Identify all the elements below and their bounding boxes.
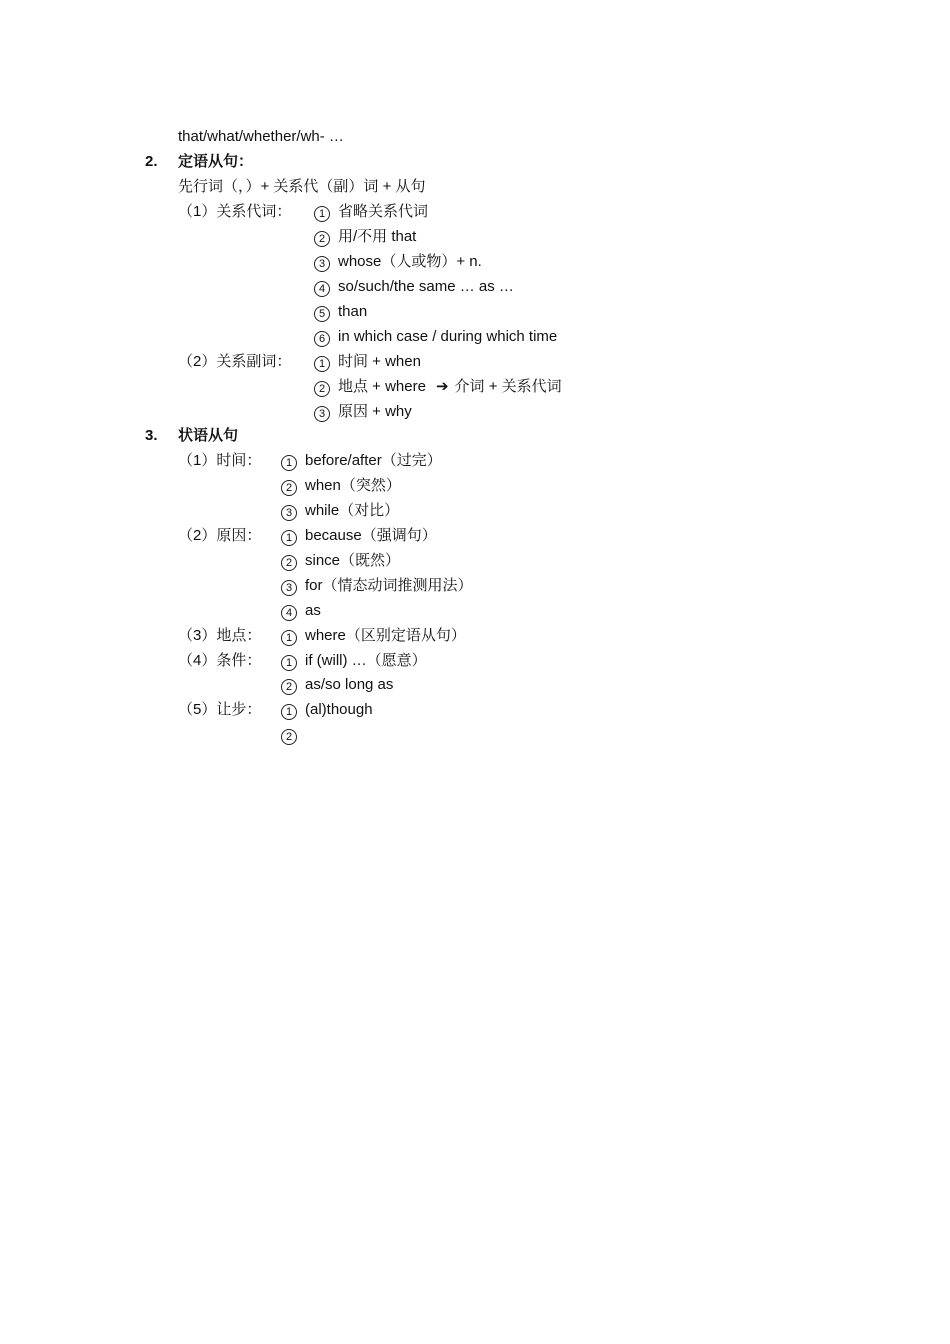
list-item xyxy=(281,598,321,623)
item-text: 省略关系代词 xyxy=(338,203,429,220)
circled-number: 1 xyxy=(281,630,297,646)
list-item xyxy=(281,548,400,573)
item-text: 原因 + why xyxy=(338,403,412,420)
circled-number: 1 xyxy=(281,530,297,546)
list-item xyxy=(281,722,305,747)
list-item xyxy=(314,274,514,299)
circled-number: 2 xyxy=(281,555,297,571)
list-item xyxy=(314,374,562,399)
formula-text: 先行词（，）+ 关系代（副）词 + 从句 xyxy=(178,178,426,195)
list-item xyxy=(281,648,427,673)
circled-number: 5 xyxy=(314,306,330,322)
list-item xyxy=(314,199,428,224)
list-item xyxy=(314,249,482,274)
circled-number: 2 xyxy=(281,480,297,496)
intro-text: that/what/whether/wh- … xyxy=(178,128,344,145)
circled-number: 3 xyxy=(281,580,297,596)
time-label: （1）时间： xyxy=(178,452,262,469)
list-item xyxy=(314,324,557,349)
item-text: as xyxy=(305,602,321,619)
condition-label: （4）条件： xyxy=(178,652,262,669)
concession-label: （5）让步： xyxy=(178,701,262,718)
circled-number: 4 xyxy=(314,281,330,297)
list-item xyxy=(314,299,367,324)
item-text: when（突然） xyxy=(305,477,401,494)
list-item xyxy=(281,473,401,498)
circled-number: 4 xyxy=(281,605,297,621)
section-title: 状语从句 xyxy=(178,427,239,444)
circled-number: 3 xyxy=(314,406,330,422)
item-text: 时间 + when xyxy=(338,353,421,370)
circled-number: 2 xyxy=(314,231,330,247)
circled-number: 6 xyxy=(314,331,330,347)
circled-number: 3 xyxy=(281,505,297,521)
list-item xyxy=(281,672,393,697)
item-text: since（既然） xyxy=(305,552,401,569)
right-arrow-icon: ➔ xyxy=(435,378,449,395)
list-item xyxy=(281,697,373,722)
list-item xyxy=(281,623,466,648)
item-text: because（强调句） xyxy=(305,527,437,544)
circled-number: 1 xyxy=(281,455,297,471)
item-text: where（区别定语从句） xyxy=(305,627,466,644)
section-title: 定语从句： xyxy=(178,153,254,170)
circled-number: 1 xyxy=(314,356,330,372)
item-text: whose（人或物）+ n. xyxy=(338,253,482,270)
item-text: (al)though xyxy=(305,701,373,718)
circled-number: 2 xyxy=(281,679,297,695)
item-text: 地点 + where xyxy=(338,378,426,395)
adverb-label: （2）关系副词： xyxy=(178,353,292,370)
item-text: in which case / during which time xyxy=(338,328,558,345)
item-text: 用/不用 that xyxy=(338,228,417,245)
item-text: before/after（过完） xyxy=(305,452,442,469)
section-number: 3. xyxy=(145,427,158,444)
list-item xyxy=(314,399,412,424)
list-item xyxy=(281,448,442,473)
list-item xyxy=(281,523,437,548)
item-text: than xyxy=(338,303,368,320)
section-number: 2. xyxy=(145,153,158,170)
list-item xyxy=(281,573,473,598)
reason-label: （2）原因： xyxy=(178,527,262,544)
circled-number: 1 xyxy=(281,704,297,720)
circled-number: 2 xyxy=(314,381,330,397)
list-item xyxy=(314,349,421,374)
item-text: so/such/the same … as … xyxy=(338,278,514,295)
item-text: as/so long as xyxy=(305,676,394,693)
item-text-after: 介词 + 关系代词 xyxy=(454,378,562,395)
circled-number: 2 xyxy=(281,729,297,745)
item-text: while（对比） xyxy=(305,502,400,519)
list-item xyxy=(281,498,399,523)
list-item xyxy=(314,224,416,249)
circled-number: 3 xyxy=(314,256,330,272)
item-text: for（情态动词推测用法） xyxy=(305,577,473,594)
item-text: if (will) …（愿意） xyxy=(305,652,427,669)
circled-number: 1 xyxy=(281,655,297,671)
circled-number: 1 xyxy=(314,206,330,222)
place-label: （3）地点： xyxy=(178,627,262,644)
pronoun-label: （1）关系代词： xyxy=(178,203,292,220)
